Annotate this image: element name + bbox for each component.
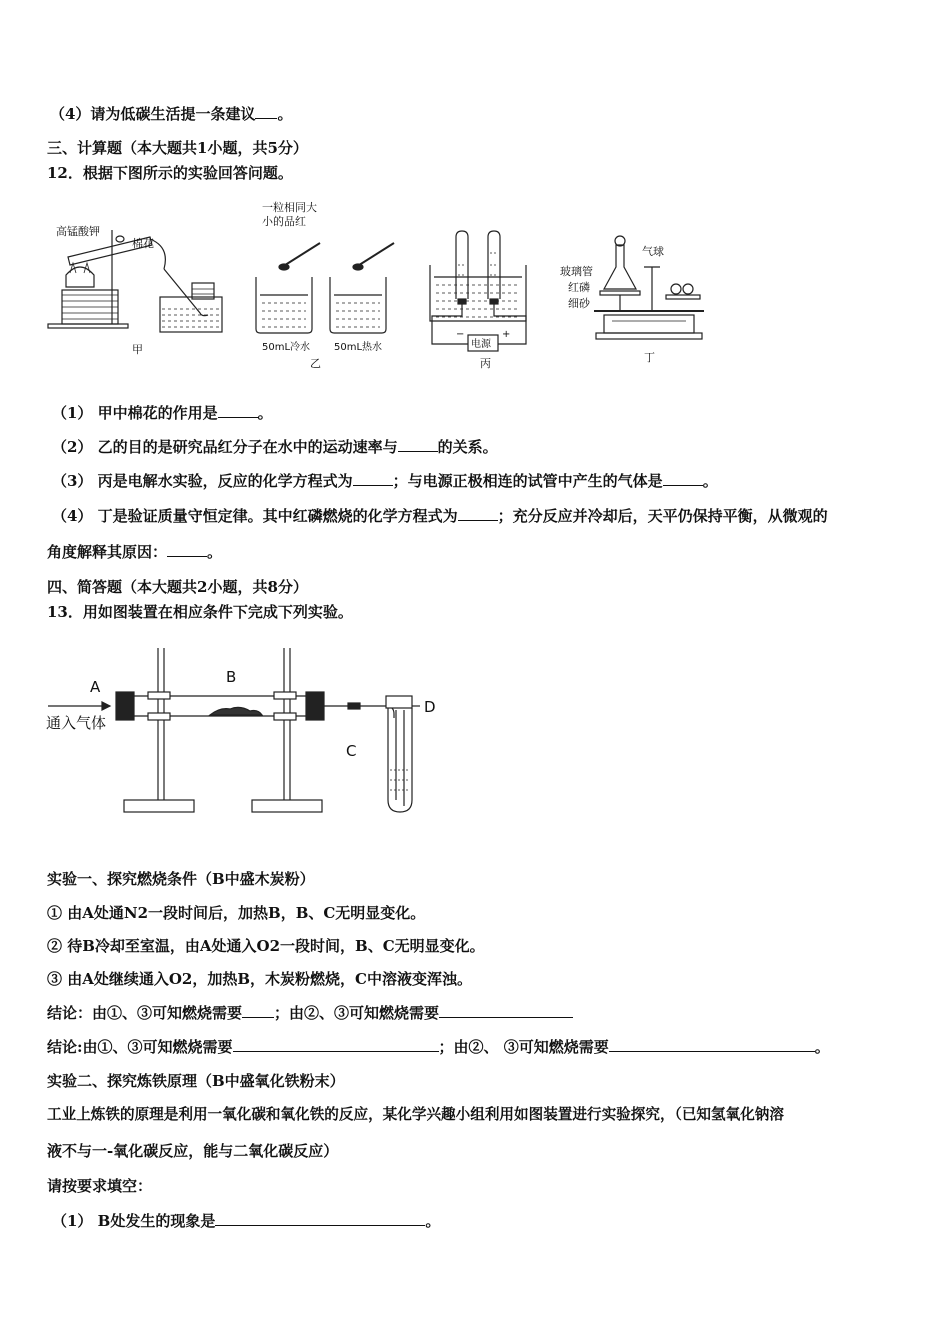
label-gas-inlet: 通入气体 (46, 714, 107, 732)
caption-jia: 甲 (132, 343, 143, 356)
q13-stem: 13．用如图装置在相应条件下完成下列实验。 (47, 603, 353, 621)
answer-blank[interactable] (609, 1037, 815, 1052)
section3-title: 三、计算题（本大题共1小题，共5分） (47, 139, 308, 157)
exp2-paragraph-1: 工业上炼铁的原理是利用一氧化碳和氧化铁的反应，某化学兴趣小组利用如图装置进行实验探究，（已知氢氧化钠溶 (47, 1106, 784, 1123)
label-glass-tube: 玻璃管 (560, 265, 593, 278)
apparatus-bing (430, 231, 526, 351)
section4-title: 四、简答题（本大题共2小题，共8分） (47, 578, 308, 596)
exp1-title: 实验一、探究燃烧条件（B中盛木炭粉） (47, 870, 315, 888)
q13-figure (0, 640, 950, 825)
answer-blank[interactable] (215, 1211, 425, 1226)
label-cold-water: 50mL冷水 (262, 342, 311, 353)
q12-part2: （2） 乙的目的是研究品红分子在水中的运动速率与 的关系。 (52, 438, 498, 456)
exp1-step1: ① 由A处通N2一段时间后，加热B，B、C无明显变化。 (47, 904, 426, 922)
label-yi-top1: 一粒相同大 (262, 201, 317, 214)
label-red-phosphorus: 红磷 (568, 281, 590, 294)
answer-blank[interactable] (233, 1037, 439, 1052)
label-yi-top2: 小的品红 (262, 215, 306, 228)
label-kmno4: 高锰酸钾 (56, 225, 100, 238)
q12-figure (0, 195, 950, 375)
answer-blank[interactable] (353, 471, 393, 486)
exp1-step3: ③ 由A处继续通入O2，加热B，木炭粉燃烧，C中溶液变浑浊。 (47, 970, 472, 988)
conclusion-1: 结论：由①、③可知燃烧需要 ；由②、③可知燃烧需要 (47, 1003, 573, 1023)
label-a: A (90, 678, 101, 696)
answer-blank[interactable] (439, 1003, 573, 1018)
exp2-title: 实验二、探究炼铁原理（B中盛氧化铁粉末） (47, 1072, 345, 1090)
answer-blank[interactable] (218, 403, 258, 418)
conclusion-2: 结论:由①、③可知燃烧需要 ；由②、 ③可知燃烧需要 。 (47, 1038, 830, 1056)
exp1-step2: ② 待B冷却至室温，由A处通入O2一段时间，B、C无明显变化。 (47, 937, 485, 955)
label-hot-water: 50mL热水 (334, 342, 383, 353)
answer-blank[interactable] (458, 506, 498, 521)
label-cotton: 棉花 (132, 237, 154, 250)
q12-part4: （4） 丁是验证质量守恒定律。其中红磷燃烧的化学方程式为 ；充分反应并冷却后，天平仍保持平衡，从微观的 (52, 507, 828, 525)
label-d: D (424, 698, 436, 716)
q12-part3: （3） 丙是电解水实验，反应的化学方程式为 ；与电源正极相连的试管中产生的气体是 。 (52, 472, 718, 490)
fill-prompt: 请按要求填空： (47, 1177, 153, 1195)
label-c: C (346, 742, 357, 760)
apparatus-yi (256, 243, 394, 333)
label-minus: − (456, 329, 465, 340)
label-power: 电源 (471, 339, 491, 350)
exp2-question-1: （1） B处发生的现象是 。 (52, 1212, 441, 1230)
caption-ding: 丁 (644, 351, 655, 364)
answer-blank[interactable] (255, 104, 277, 119)
q11-part4: （4）请为低碳生活提一条建议 。 (50, 105, 293, 123)
exp2-paragraph-2: 液不与一-氧化碳反应，能与二氧化碳反应） (47, 1142, 339, 1160)
label-fine-sand: 细砂 (568, 297, 590, 310)
q12-stem: 12．根据下图所示的实验回答问题。 (47, 164, 293, 182)
answer-blank[interactable] (398, 437, 438, 452)
answer-blank[interactable] (167, 542, 207, 557)
label-b: B (226, 668, 237, 686)
q12-part1: （1） 甲中棉花的作用是 。 (52, 404, 273, 422)
caption-yi: 乙 (310, 357, 321, 370)
answer-blank[interactable] (242, 1003, 274, 1018)
caption-bing: 丙 (480, 357, 491, 370)
q12-part4-cont: 角度解释其原因： 。 (47, 543, 223, 561)
label-balloon: 气球 (642, 245, 664, 258)
label-plus: + (502, 329, 511, 340)
answer-blank[interactable] (663, 471, 703, 486)
